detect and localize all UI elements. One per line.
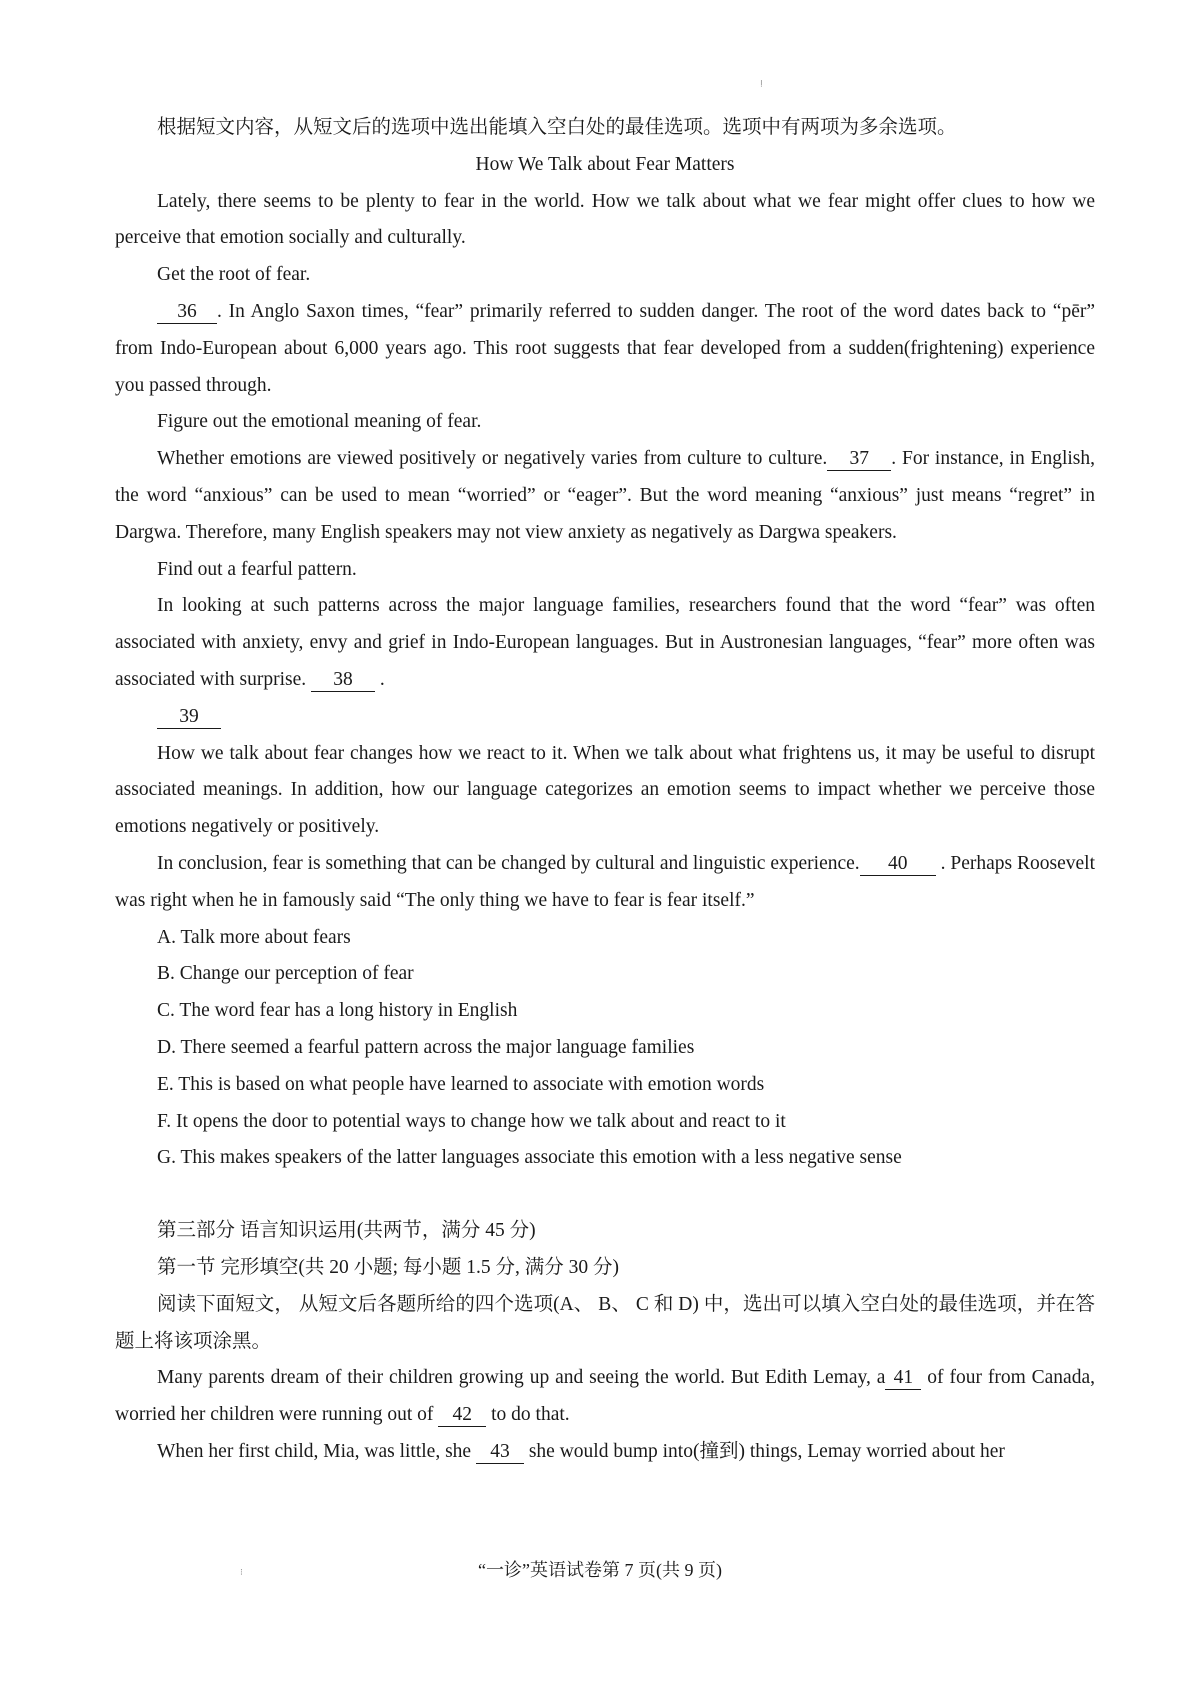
cloze-1-before: Many parents dream of their children growing up and seeing the world. But Edith Lemay, a [157, 1367, 886, 1389]
blank-40: 40 [860, 853, 936, 876]
cloze-instructions: 阅读下面短文， 从短文后各题所给的四个选项(A、 B、 C 和 D) 中，选出可以填入空白处的最佳选项，并在答题上将该项涂黑。 [115, 1293, 1095, 1352]
reading-instructions: 根据短文内容，从短文后的选项中选出能填入空白处的最佳选项。选项中有两项为多余选项。 [157, 117, 957, 138]
section-heading-blank-39 [115, 699, 1095, 736]
passage-paragraph-5: How we talk about fear changes how we react to it. When we talk about what frightens us, it may be useful to disrupt associated meanings. In addition, how our language categorizes an emotion seems to impact whether we perceive those emotions negatively or positively. [115, 742, 1095, 838]
paragraph-2-text: . In Anglo Saxon times, “fear” primarily referred to sudden danger. The root of the word dates back to “pēr” from Indo-European about 6,000 years ago. This root suggests that fear developed from a sudden(frightening) experience you passed through. [115, 300, 1095, 396]
section-heading-emotional-meaning: Figure out the emotional meaning of fear. [157, 411, 482, 433]
blank-43: 43 [476, 1441, 524, 1464]
blank-42: 42 [438, 1404, 486, 1427]
paragraph-6-before: In conclusion, fear is something that can be changed by cultural and linguistic experience. [157, 852, 860, 874]
option-g: G. This makes speakers of the latter languages associate this emotion with a less negative sense [157, 1147, 902, 1169]
page-footer: “一诊”英语试卷第 7 页(共 9 页) [478, 1560, 722, 1580]
section-1-title: 第一节 完形填空(共 20 小题; 每小题 1.5 分, 满分 30 分) [157, 1256, 620, 1278]
paragraph-4-before: In looking at such patterns across the major language families, researchers found that the word “fear” was often associated with anxiety, envy and grief in Indo-European languages. But in Austronesian languages, “fear” more often was associated with surprise. [115, 595, 1095, 690]
scan-mark: ǃ [760, 80, 763, 90]
passage-paragraph-1: Lately, there seems to be plenty to fear in the world. How we talk about what we fear might offer clues to how we perceive that emotion socially and culturally. [115, 190, 1095, 249]
option-e: E. This is based on what people have learned to associate with emotion words [157, 1073, 765, 1095]
blank-37: 37 [827, 448, 891, 471]
paragraph-3-after: . For instance, in English, the word “anxious” can be used to mean “worried” or “eager”. But the word meaning “anxious” just means “regret” in Dargwa. Therefore, many English speakers may not view anxiety as negatively as Dargwa speakers. [115, 448, 1096, 543]
option-f: F. It opens the door to potential ways to change how we talk about and react to it [157, 1110, 786, 1132]
answer-options [115, 920, 1095, 1178]
passage-paragraph-2 [115, 294, 1095, 404]
blank-38: 38 [311, 669, 375, 692]
blank-41: 41 [885, 1367, 921, 1390]
blank-39: 39 [157, 706, 221, 729]
blank-36: 36 [157, 301, 217, 324]
passage-paragraph-3 [115, 441, 1095, 551]
cloze-1-middle: of four from Canada, worried her children were running out of [115, 1367, 1095, 1426]
option-a: A. Talk more about fears [157, 926, 351, 948]
cloze-1-after: to do that. [486, 1404, 570, 1426]
passage-paragraph-4 [115, 588, 1095, 698]
section-heading-pattern: Find out a fearful pattern. [157, 558, 357, 580]
paragraph-6-after: . Perhaps Roosevelt was right when he in famously said “The only thing we have to fear is fear itself.” [115, 852, 1096, 911]
paragraph-4-after: . [375, 668, 385, 690]
part-3-title: 第三部分 语言知识运用(共两节，满分 45 分) [157, 1220, 536, 1242]
cloze-2-after: she would bump into(撞到) things, Lemay worried about her [523, 1440, 1005, 1462]
cloze-paragraph-2 [115, 1434, 1095, 1471]
paragraph-3-before: Whether emotions are viewed positively or negatively varies from culture to culture. [157, 448, 828, 470]
cloze-paragraph-1 [115, 1360, 1095, 1434]
option-d: D. There seemed a fearful pattern across the major language families [157, 1036, 695, 1058]
section-heading-root: Get the root of fear. [157, 264, 311, 286]
exam-page-content [115, 110, 1095, 1471]
scan-mark-footer: ⁝ [240, 1568, 243, 1578]
option-c: C. The word fear has a long history in English [157, 1000, 518, 1022]
cloze-2-before: When her first child, Mia, was little, she [157, 1440, 476, 1462]
section-spacer [115, 1177, 1095, 1213]
option-b: B. Change our perception of fear [157, 963, 414, 985]
passage-title: How We Talk about Fear Matters [475, 153, 735, 175]
passage-paragraph-6 [115, 846, 1095, 920]
